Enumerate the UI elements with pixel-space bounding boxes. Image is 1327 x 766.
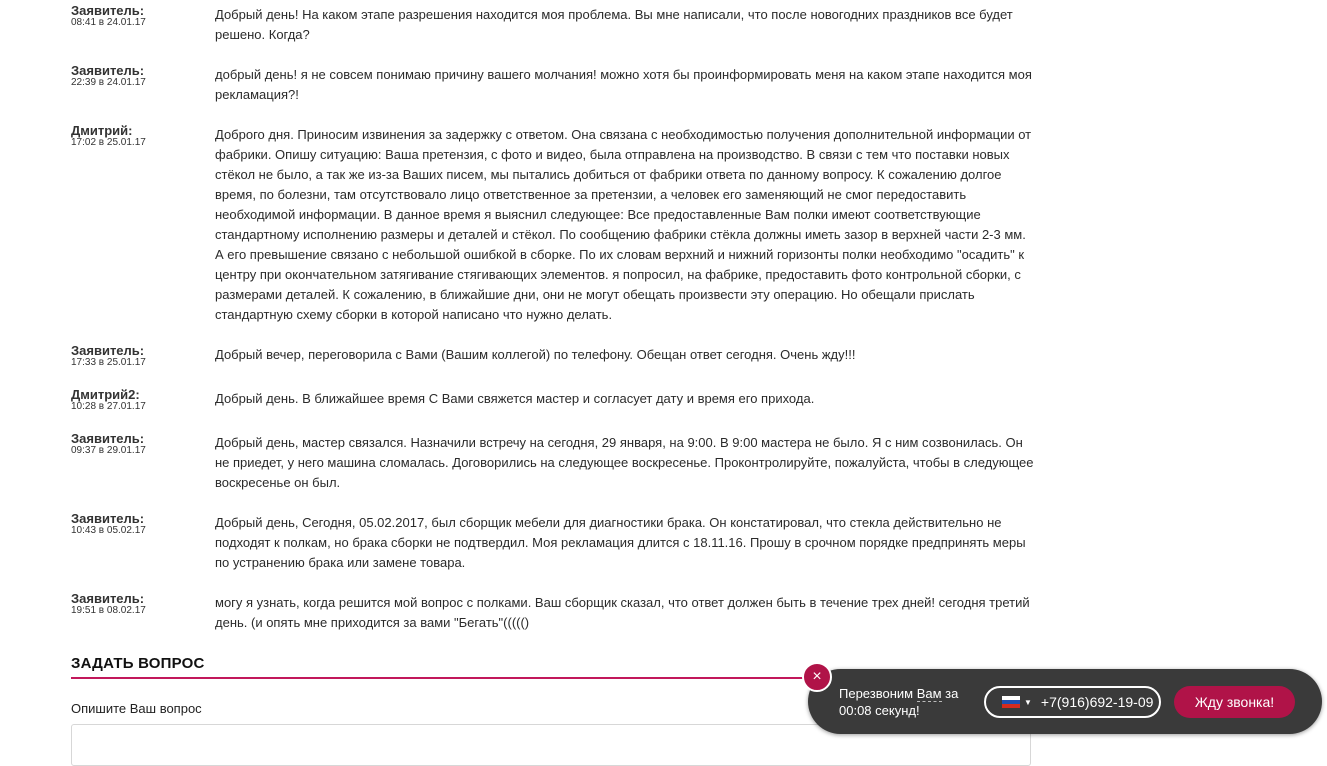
message-author: Дмитрий:: [71, 123, 133, 138]
message-date: 19:51 в 08.02.17: [71, 605, 146, 616]
chevron-down-icon[interactable]: ▼: [1024, 697, 1032, 707]
section-title: ЗАДАТЬ ВОПРОС: [71, 655, 1032, 679]
message-thread: [71, 0, 1036, 648]
message-text: могу я узнать, когда решится мой вопрос с полками. Ваш сборщик сказал, что ответ должен быть в течение трех дней! сегодня третий день. (и опять мне приходится за вами "Бегать"(((((): [215, 595, 1030, 630]
message-item: [71, 428, 1036, 493]
message-item: [71, 120, 1036, 325]
message-date: 17:33 в 25.01.17: [71, 357, 146, 368]
message-date: 22:39 в 24.01.17: [71, 77, 146, 88]
callback-widget: [808, 669, 1322, 734]
message-author: Заявитель:: [71, 431, 145, 446]
russia-flag-icon[interactable]: [1002, 696, 1020, 708]
message-text: Добрый день! На каком этапе разрешения находится моя проблема. Вы мне написали, что после новогодних праздников все будет решено. Когда?: [215, 7, 1013, 42]
request-call-button[interactable]: Жду звонка!: [1174, 686, 1295, 718]
message-item: [71, 340, 1036, 369]
message-date: 08:41 в 24.01.17: [71, 17, 146, 28]
message-text: Добрый вечер, переговорила с Вами (Вашим коллегой) по телефону. Обещан ответ сегодня. Очень жду!!!: [215, 347, 856, 362]
message-author: Заявитель:: [71, 511, 145, 526]
question-label: Опишите Ваш вопрос: [71, 701, 202, 716]
message-author: Дмитрий2:: [71, 387, 140, 402]
message-item: [71, 508, 1036, 573]
message-author: Заявитель:: [71, 63, 145, 78]
message-text: Добрый день. В ближайшее время С Вами свяжется мастер и согласует дату и время его прихода.: [215, 391, 815, 406]
message-item: [71, 384, 1036, 413]
message-item: [71, 0, 1036, 45]
message-text: Добрый день, Сегодня, 05.02.2017, был сборщик мебели для диагностики брака. Он констатировал, что стекла действительно не подходят к полкам, но брака сборки не подтвердил. Моя рекламация длится с 18.11.16. Прошу в срочном порядке предпринять меры по устранению брака или замене товара.: [215, 515, 1026, 570]
close-icon[interactable]: ×: [802, 662, 832, 692]
message-item: [71, 60, 1036, 105]
message-date: 09:37 в 29.01.17: [71, 445, 146, 456]
message-author: Заявитель:: [71, 591, 145, 606]
message-author: Заявитель:: [71, 3, 145, 18]
message-date: 10:28 в 27.01.17: [71, 401, 146, 412]
message-text: добрый день! я не совсем понимаю причину вашего молчания! можно хотя бы проинформировать меня на каком этапе находится моя рекламация?!: [215, 67, 1032, 102]
message-date: 17:02 в 25.01.17: [71, 137, 146, 148]
message-text: Доброго дня. Приносим извинения за задержку с ответом. Она связана с необходимостью получения дополнительной информации от фабрики. Опишу ситуацию: Ваша претензия, с фото и видео, была отправлена на производство. В связи с тем что поставки новых стёкол не было, а так же из-за Ваших писем, мы пытались добиться от фабрики ответа по данному вопросу. К сожалению долгое время, по болезни, там отсутствовало лицо ответственное за претензии, а человек его заменяющий не смог передоставить необходимой информации. В данное время я выяснил следующее: Все предоставленные Вам полки имеют соответствующие стандартному исполнению размеры и деталей и стёкол. По сообщению фабрики стёкла должны иметь зазор в верхней части 2-3 мм. А его превышение связано с небольшой ошибкой в сборке. По их словам верхний и нижний горизонты полки необходимо "осадить" к центру при окончательном затягивание стягивающих элементов. я попросил, на фабрике, предоставить фото контрольной сборки, с размерами деталей. К сожалению, в ближайшие дни, они не могут обещать произвести эту операцию. Но обещали прислать стандартную схему сборки в которой написано что нужно делать.: [215, 127, 1032, 322]
callback-message: Перезвоним Вам за 00:08 секунд!: [839, 686, 959, 718]
message-date: 10:43 в 05.02.17: [71, 525, 146, 536]
phone-number[interactable]: +7(916)692-19-09: [1040, 694, 1154, 710]
message-author: Заявитель:: [71, 343, 145, 358]
message-text: Добрый день, мастер связался. Назначили встречу на сегодня, 29 января, на 9:00. В 9:00 мастера не было. Я с ним созвонилась. Он не приедет, у него машина сломалась. Договорились на следующее воскресенье. Проконтролируйте, пожалуйста, чтобы в следующее воскресенье он был.: [215, 435, 1034, 490]
message-item: [71, 588, 1036, 633]
phone-input[interactable]: [984, 686, 1161, 718]
